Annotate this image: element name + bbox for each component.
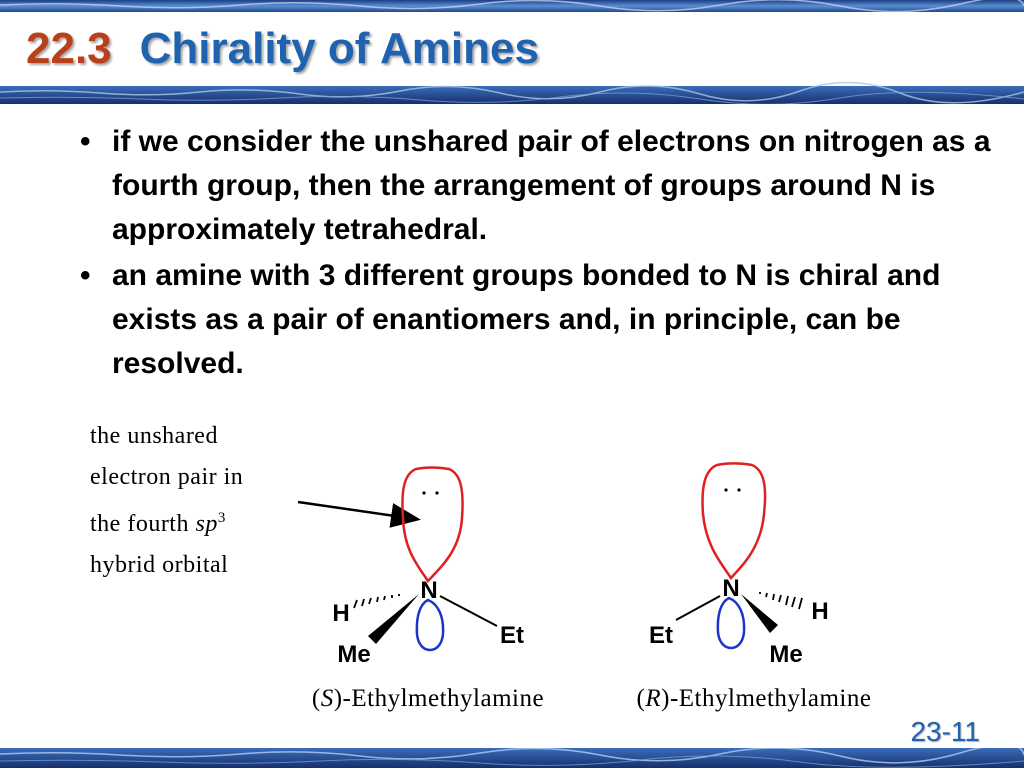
back-lobe: [417, 600, 443, 650]
bullet-dot-icon: •: [80, 125, 91, 158]
bullet-text: an amine with 3 different groups bonded to N is chiral and exists as a pair of enantiomers and, in principle, can be resolved.: [112, 259, 941, 380]
annotation-line: the fourth $sp^3$: [90, 510, 226, 537]
s-enantiomer-caption: (S)-Ethylmethylamine: [311, 685, 545, 712]
r-enantiomer-caption: (R)-Ethylmethylamine: [636, 685, 872, 712]
label-h: H: [811, 598, 829, 625]
atom-n: N: [722, 575, 740, 602]
back-lobe: [718, 598, 744, 648]
label-me: Me: [769, 641, 803, 668]
footer-banner: [0, 748, 1024, 768]
s-enantiomer-structure: [354, 468, 497, 651]
label-h: H: [332, 600, 350, 627]
annotation-arrow: [298, 502, 416, 519]
label-et: Et: [500, 622, 524, 649]
annotation-line: the unshared: [90, 423, 218, 449]
label-et: Et: [649, 622, 673, 649]
hashed-bond: [760, 592, 802, 609]
wedge-bond: [368, 594, 419, 644]
bullet-dot-icon: •: [80, 259, 91, 292]
electron-dot: [724, 488, 727, 491]
section-number: 22.3: [26, 24, 112, 73]
annotation-line: hybrid orbital: [90, 552, 229, 578]
single-bond: [440, 596, 497, 626]
title-text: Chirality of Amines: [139, 24, 539, 73]
hashed-bond: [354, 594, 399, 608]
r-enantiomer-structure: [676, 464, 802, 649]
lone-pair-lobe: [402, 468, 462, 582]
electron-dot: [435, 491, 438, 494]
electron-dot: [422, 491, 425, 494]
bullet-text: if we consider the unshared pair of electrons on nitrogen as a fourth group, then the arrangement of groups around N is approximately tetrahedral.: [112, 125, 991, 246]
atom-n: N: [420, 577, 438, 604]
electron-dot: [737, 488, 740, 491]
slide-number: 23-11: [910, 716, 980, 747]
single-bond: [676, 596, 720, 620]
label-me: Me: [337, 641, 371, 668]
lone-pair-lobe: [703, 464, 766, 579]
annotation-line: electron pair in: [90, 464, 244, 490]
